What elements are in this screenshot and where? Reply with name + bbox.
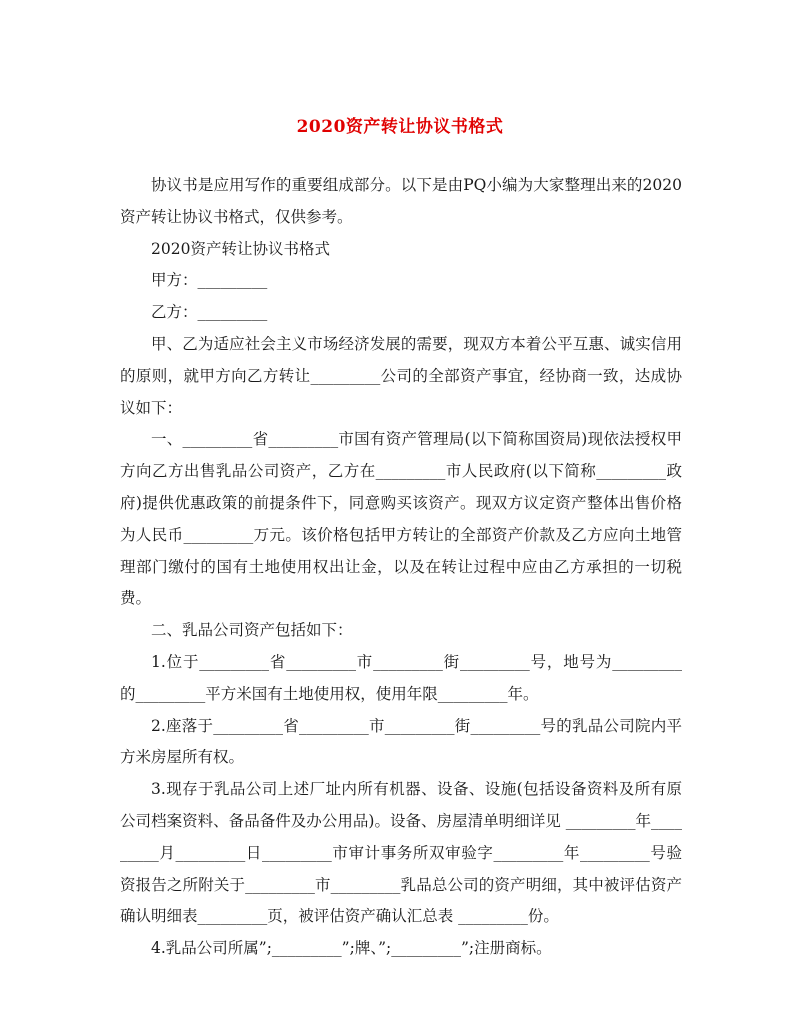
paragraph-intro: 协议书是应用写作的重要组成部分。以下是由PQ小编为大家整理出来的2020资产转让协议书格式，仅供参考。 — [120, 176, 682, 226]
clause-2-item-2: 2.座落于_________省_________市_________街_________号的乳品公司院内平方米房屋所有权。 — [120, 716, 682, 767]
document-title: 2020资产转让协议书格式 — [296, 117, 504, 137]
party-b-line: 乙方：_________ — [151, 303, 268, 322]
party-a-line: 甲方：_________ — [151, 271, 268, 290]
paragraph-preamble: 甲、乙为适应社会主义市场经济发展的需要，现双方本着公平互惠、诚实信用的原则，就甲方向乙方转让_________公司的全部资产事宜，经协商一致，达成协议如下： — [120, 334, 682, 417]
clause-2-heading: 二、乳品公司资产包括如下： — [151, 621, 353, 640]
clause-2-item-4: 4.乳品公司所属”;_________”;牌、”;_________”;注册商标。 — [151, 939, 552, 958]
clause-2-item-3: 3.现存于乳品公司上述厂址内所有机器、设备、设施(包括设备资料及所有原公司档案资料、备品备件及办公用品)。设备、房屋清单明细详见 _________年_________月_________日_________市审计事务所双审验字_________年_________号验资报告之所附关于_________市_________乳品总公司的资产明细，其中被评估资产确认明细表_________页，被评估资产确认汇总表 _________份。 — [120, 780, 682, 926]
paragraph-heading: 2020资产转让协议书格式 — [151, 239, 330, 258]
document-body — [120, 170, 682, 965]
clause-1: 一、_________省_________市国有资产管理局(以下简称国资局)现依法授权甲方向乙方出售乳品公司资产，乙方在_________市人民政府(以下简称_________政府)提供优惠政策的前提条件下，同意购买该资产。现双方议定资产整体出售价格为人民币_________万元。该价格包括甲方转让的全部资产价款及乙方应向土地管理部门缴付的国有土地使用权出让金，以及在转让过程中应由乙方承担的一切税费。 — [120, 430, 682, 608]
clause-2-item-1: 1.位于_________省_________市_________街_________号，地号为_________的_________平方米国有土地使用权，使用年限_________年。 — [120, 652, 682, 703]
